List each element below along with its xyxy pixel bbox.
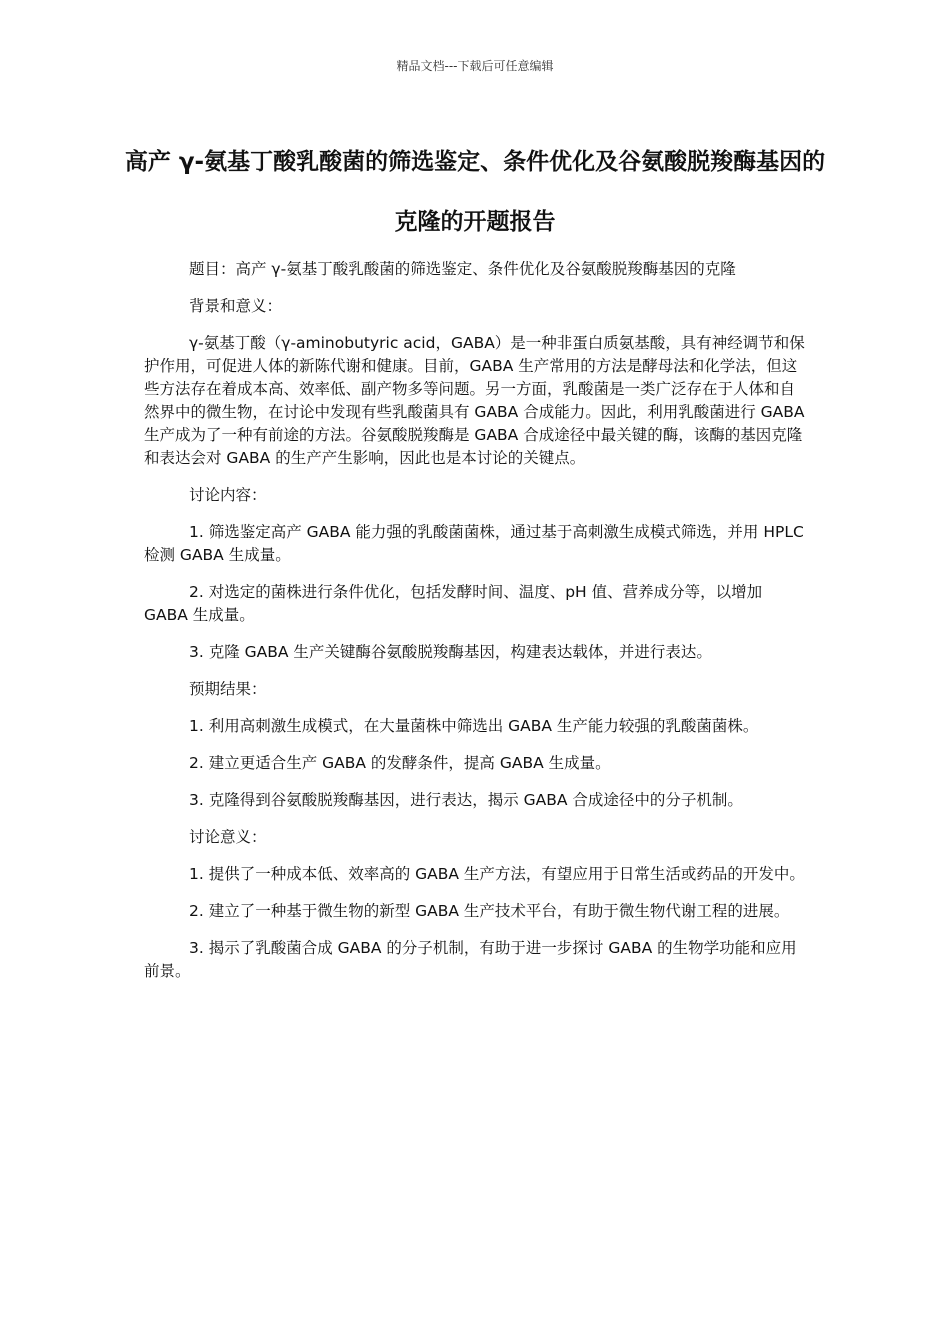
document-title: 高产 γ-氨基丁酸乳酸菌的筛选鉴定、条件优化及谷氨酸脱羧酶基因的克隆的开题报告 (124, 149, 826, 235)
background-heading: 背景和意义： (189, 297, 283, 315)
content-heading: 讨论内容： (189, 486, 267, 504)
expected-item-2: 2. 建立更适合生产 GABA 的发酵条件，提高 GABA 生成量。 (189, 754, 611, 772)
significance-heading: 讨论意义： (189, 828, 267, 846)
document-body (144, 258, 808, 997)
significance-item-2: 2. 建立了一种基于微生物的新型 GABA 生产技术平台，有助于微生物代谢工程的进展。 (189, 902, 790, 920)
expected-heading: 预期结果： (189, 680, 267, 698)
topic-line: 题目：高产 γ-氨基丁酸乳酸菌的筛选鉴定、条件优化及谷氨酸脱羧酶基因的克隆 (189, 260, 736, 278)
background-paragraph: γ-氨基丁酸（γ-aminobutyric acid，GABA）是一种非蛋白质氨基酸，具有神经调节和保护作用，可促进人体的新陈代谢和健康。目前，GABA 生产常用的方法是酵母法和化学法，但这些方法存在着成本高、效率低、副产物多等问题。另一方面，乳酸菌是一类广泛存在于人体和自然界中的微生物，在讨论中发现有些乳酸菌具有 GABA 合成能力。因此，利用乳酸菌进行 GABA 生产成为了一种有前途的方法。谷氨酸脱羧酶是 GABA 合成途径中最关键的酶，该酶的基因克隆和表达会对 GABA 的生产产生影响，因此也是本讨论的关键点。 (144, 334, 805, 467)
significance-item-1: 1. 提供了一种成本低、效率高的 GABA 生产方法，有望应用于日常生活或药品的开发中。 (189, 865, 805, 883)
content-item-2: 2. 对选定的菌株进行条件优化，包括发酵时间、温度、pH 值、营养成分等，以增加 GABA 生成量。 (144, 583, 763, 624)
significance-item-3: 3. 揭示了乳酸菌合成 GABA 的分子机制，有助于进一步探讨 GABA 的生物学功能和应用前景。 (144, 939, 797, 980)
content-item-1: 1. 筛选鉴定高产 GABA 能力强的乳酸菌菌株，通过基于高刺激生成模式筛选，并用 HPLC 检测 GABA 生成量。 (144, 523, 804, 564)
expected-item-1: 1. 利用高刺激生成模式，在大量菌株中筛选出 GABA 生产能力较强的乳酸菌菌株。 (189, 717, 759, 735)
content-item-3: 3. 克隆 GABA 生产关键酶谷氨酸脱羧酶基因，构建表达载体，并进行表达。 (189, 643, 712, 661)
expected-item-3: 3. 克隆得到谷氨酸脱羧酶基因，进行表达，揭示 GABA 合成途径中的分子机制。 (189, 791, 743, 809)
page-header: 精品文档---下载后可任意编辑 (396, 59, 554, 73)
